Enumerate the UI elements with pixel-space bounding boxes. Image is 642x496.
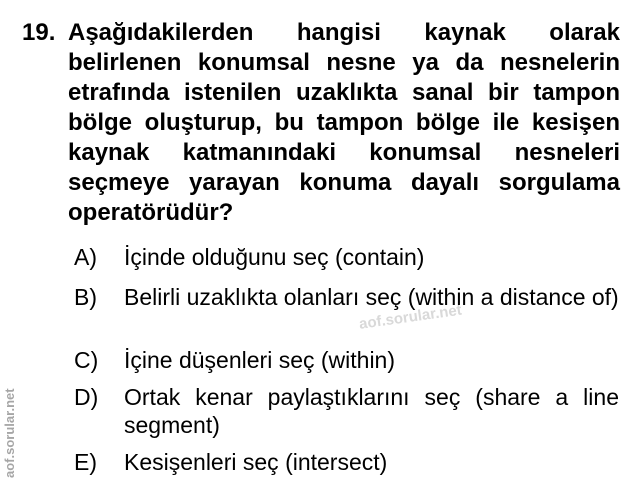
option-text: İçinde olduğunu seç (contain) bbox=[124, 244, 425, 270]
watermark-center: aof.sorular.net bbox=[358, 301, 463, 333]
watermark-side: aof.sorular.net bbox=[2, 388, 17, 478]
option-text: Kesişenleri seç (intersect) bbox=[124, 449, 388, 475]
option-letter: D) bbox=[74, 384, 99, 410]
option-letter: E) bbox=[74, 449, 97, 475]
option-letter: C) bbox=[74, 347, 99, 373]
option-text: Ortak kenar paylaştıklarını seç (share a line segment) bbox=[124, 384, 619, 438]
option-text: Belirli uzaklıkta olanları seç (within a distance of) bbox=[124, 284, 619, 310]
option-letter: A) bbox=[74, 244, 97, 270]
question-text: Aşağıdakilerden hangisi kaynak olarak belirlenen konumsal nesne ya da nesnelerin etrafında istenilen uzaklıkta sanal bir tampon bölge oluşturup, bu tampon bölge ile kesişen kaynak katmanındaki konumsal nesneleri seçmeye yarayan konuma dayalı sorgulama operatörüdür? bbox=[68, 19, 620, 226]
option-text: İçine düşenleri seç (within) bbox=[124, 347, 396, 373]
option-letter: B) bbox=[74, 284, 97, 310]
question-number: 19. bbox=[22, 19, 56, 46]
